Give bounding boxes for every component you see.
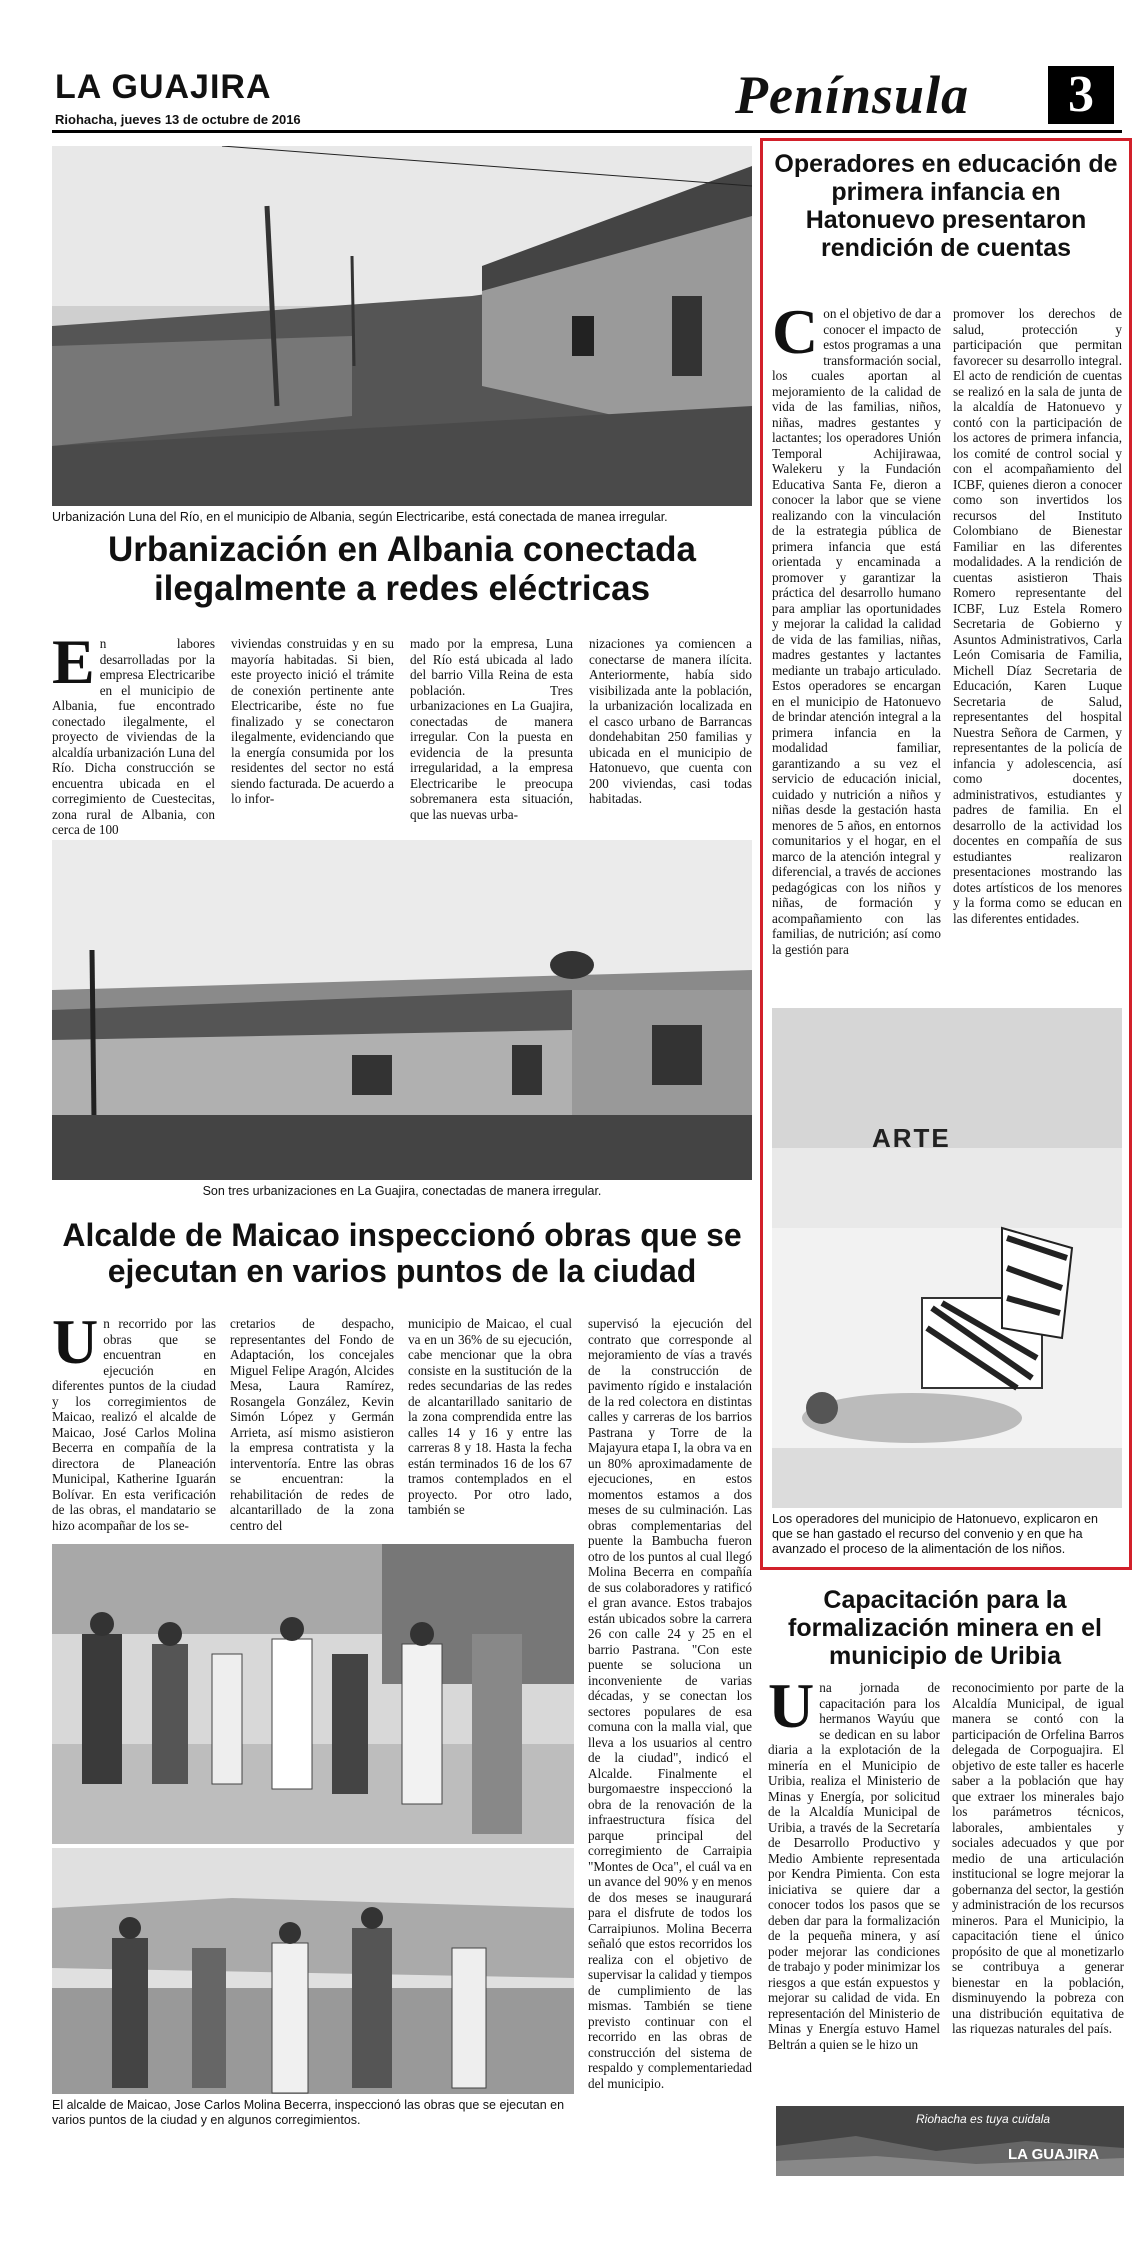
maicao-photo-caption: El alcalde de Maicao, Jose Carlos Molina Becerra, inspeccionó las obras que se ejecutan en varios puntos de la ciudad y en algunos corregimientos. xyxy=(52,2098,565,2127)
hatonuevo-body xyxy=(772,306,1122,1006)
article-column: municipio de Maicao, el cual va en un 36% de su ejecución, cabe mencionar que la obra consiste en la sustitución de la redes secundarias de las redes de alcantarillado sanitario de la zona comprendida entre las calles 14 y 16 y entre las carreras 8 y 18. Hasta la fecha están terminados 16 de los 67 tramos contemplados en el proyecto. Por otro lado, también se xyxy=(408,1316,572,1517)
article-column: reconocimiento por parte de la Alcaldía Municipal, de igual manera se contó con la participación de Orfelina Barros delegada de Corpoguajira. El objetivo de este taller es hacerle saber a la población que hay que extraer los minerales bajo los parámetros técnicos, laborales, ambientales y sociales adecuados y que por medio de una articulación institucional se logre mejorar la gobernanza del sector, la gestión y administración de los recursos mineros. Para el Municipio, la capacitación tiene el único propósito de que al monetizarlo se contribuya a generar bienestar en la población, disminuyendo la pobreza con una distribución equitativa de las riquezas naturales del país. xyxy=(952,1680,1124,2036)
article-column: Un recorrido por las obras que se encuentran en ejecución en diferentes puntos de la ciudad y los corregimientos de Maicao, realizó el alcalde de Maicao, José Carlos Molina Becerra en compañía de la directora de Planeación Municipal, Katherine Iguarán Bolívar. En esta verificación de las obras, el mandatario se hizo acompañar de los se- xyxy=(52,1316,216,1533)
issue-date: Riohacha, jueves 13 de octubre de 2016 xyxy=(55,112,301,127)
article-column: nizaciones ya comiencen a conectarse de manera ilícita. Anteriormente, había sido visibilizada ante la población, la urbanización localizada en el casco urbano de Barrancas dondehabitan 250 familias y ubicada en el municipio de Hatonuevo, que cuenta con 200 viviendas, casi todas habitadas. xyxy=(589,636,752,806)
riohacha-banner xyxy=(776,2106,1124,2176)
drop-cap: U xyxy=(52,1316,99,1377)
hatonuevo-photo-caption: Los operadores del municipio de Hatonuevo, explicaron en que se han gastado el recurso del convenio y en que ha avanzado el proceso de la alimentación de los niños. xyxy=(772,1512,1098,1556)
arte-sign: ARTE xyxy=(872,1123,951,1153)
article-column: viviendas construidas y en su mayoría habitadas. Si bien, este proyecto inició el trámite de conexión pertinente ante Electricaribe, éste no fue finalizado y se conectaron ilegalmente, evidenciando que la energía consumida por los residentes del sector no está siendo facturada. De acuerdo a lo infor- xyxy=(231,636,394,806)
drop-cap: C xyxy=(772,306,819,367)
article-column: En labores desarrolladas por la empresa Electricaribe en el municipio de Albania, fue encontrado conectado ilegalmente, el proyecto de viviendas de la alcaldía urbanización Luna del Río. Dicha construcción se encuentra ubicada en el corregimiento de Cuestecitas, zona rural de Albania, con cerca de 100 xyxy=(52,636,215,836)
uribia-body xyxy=(768,1680,1124,2100)
article-column: Una jornada de capacitación para los hermanos Wayúu que se dedican en su labor diaria a la explotación de la minería en el Municipio de Uribia, realiza el Ministerio de Minas y Energía, por solicitud de la Alcaldía Municipal de Uribia, a través de la Secretaría de Desarrollo Productivo y Medio Ambiente representada por Kendra Pimienta. Con esta iniciativa se quiere dar a conocer todos los pasos que se deben dar para la formalización de la pequeña minera, y así poder mejorar las condiciones de trabajo y poder minimizar los riesgos a que están expuestos y mejorar su calidad de vida. En representación del Ministerio de Minas y Energía estuvo Hamel Beltrán a quien se le hizo un xyxy=(768,1680,940,2052)
maicao-body-top xyxy=(52,1316,572,1538)
section-name: Península xyxy=(735,65,970,125)
article-column: promover los derechos de salud, protección y participación que permitan favorecer su desarrollo integral. El acto de rendición de cuentas se realizó en la sala de junta de la alcaldía de Hatonuevo y contó con la participación de los actores de primera infancia, los comité de control social y con el acompañamiento del ICBF, quienes dieron a conocer como son invertidos los recursos del Instituto Colombiano de Bienestar Familiar en las diferentes modalidades. A la rendición de cuentas asistieron Thais Romero representante del ICBF, Luz Estela Romero Secretaria de Gobierno y Asuntos Administrativos, Carla León Comisaria de Familia, Michell Díaz Secretaria de Educación, Karen Luque Secretaria de Salud, representantes del hospital Nuestra Señora de Carmen, y representantes de la policía de infancia y adolescencia, así como docentes, administrativos, estudiantes y padres de familia. En el desarrollo de la actividad los docentes en compañía de sus estudiantes realizaron presentaciones mostrando las dotes artísticos de los menores y la forma como se educan en las diferentes entidades. xyxy=(953,306,1122,926)
masthead-rule xyxy=(52,130,1122,133)
maicao-photo-top xyxy=(52,1544,574,1844)
uribia-headline: Capacitación para la formalización minera en el municipio de Uribia xyxy=(788,1586,1102,1670)
urbanization-photo-caption: Son tres urbanizaciones en La Guajira, conectadas de manera irregular. xyxy=(202,1184,602,1198)
newspaper-title: LA GUAJIRA xyxy=(55,68,272,106)
albania-headline: Urbanización en Albania conectada ilegalmente a redes eléctricas xyxy=(107,530,696,609)
article-column: cretarios de despacho, representantes del Fondo de Adaptación, los concejales Miguel Felipe Aragón, Alcides Mesa, Laura Ramírez, Rosangela González, Kevin Simón López y Germán Arrieta, así mismo asistieron la empresa contratista y la interventoría. Entre las obras se encuentran: la rehabilitación de redes de alcantarillado de la zona centro del xyxy=(230,1316,394,1533)
maicao-headline: Alcalde de Maicao inspeccionó obras que se ejecutan en varios puntos de la ciudad xyxy=(62,1217,742,1289)
hatonuevo-photo xyxy=(772,1008,1122,1508)
drop-cap: U xyxy=(768,1680,815,1741)
banner-logo: LA GUAJIRA xyxy=(1008,2146,1100,2163)
drop-cap: E xyxy=(52,636,95,697)
albania-photo-caption: Urbanización Luna del Río, en el municipio de Albania, según Electricaribe, está conectada de manea irregular. xyxy=(52,510,668,524)
article-column: Con el objetivo de dar a conocer el impacto de estos programas a una transformación social, los cuales aportan al mejoramiento de la calidad de vida de las familias, niños, niñas, madres gestantes y lactantes; los operadores Unión Temporal Achijirawaa, Walekeru y la Fundación Educativa Santa Fe, dieron a conocer la labor que se viene realizando con la vinculación de la estrategia pública de primera infancia que está orientada y encaminada a promover y garantizar la práctica del desarrollo humano para ampliar las oportunidades y mejorar la calidad la calidad de vida de las familias, niñas, madres gestantes y lactantes mediante un trabajo articulado. Estos operadores se encargan en el municipio de Hatonuevo de brindar atención integral a la primera infancia en la modalidad familiar, garantizando a su vez el servicio de educación inicial, cuidado y nutrición a niños y niñas desde la gestación hasta menores de 5 años, en entornos comunitarios y el hogar, en el marco de la atención integral y diferencial, a través de acciones pedagógicas con los niños y niñas, de formación y acompañamiento con las familias, de nutrición; así como la gestión para xyxy=(772,306,941,957)
urbanization-photo xyxy=(52,840,752,1180)
maicao-photo-bottom xyxy=(52,1848,574,2094)
banner-slogan: Riohacha es tuya cuidala xyxy=(916,2112,1051,2126)
albania-body xyxy=(52,636,752,836)
page-number: 3 xyxy=(1048,66,1114,124)
maicao-column-right: supervisó la ejecución del contrato que corresponde al mejoramiento de vías a través de la construcción de pavimento rígido e instalación de la red colectora en distintas calles y carreras de los barrios Pastrana y Torre de la Majayura etapa I, la obra va en un 80% aproximadamente de ejecuciones, en estos momentos estamos a dos meses de su culminación. Las obras complementarias del puente la Bambucha fueron otro de los puntos al cual llegó Molina Becerra en compañía de sus colaboradores y ratificó el gran avance. Estos trabajos están ubicados sobre la carrera 26 con calle 24 y 25 en el barrio Pastrana. "Con este puente se soluciona un inconveniente de varias décadas, y se conectan los sectores populares de esa comuna con la malla vial, que lleva a los usuarios al centro de la ciudad", indicó el Alcalde. Finalmente el burgomaestre inspeccionó la obra de la renovación de la infraestructura física del parque principal del corregimiento de Carraipia "Montes de Oca", el cuál va en un avance del 90% y en menos de dos meses se inaugurará para el disfrute de todos los Carraipiunos. Molina Becerra señaló que estos recorridos los realiza con el objetivo de supervisar la calidad y tiempos de cumplimiento de las mismas. También se tiene previsto continuar con el recorrido en las obras de construcción del sistema de respaldo y complementariedad del municipio. xyxy=(588,1316,752,2091)
albania-photo xyxy=(52,146,752,506)
hatonuevo-headline: Operadores en educación de primera infancia en Hatonuevo presentaron rendición de cuentas xyxy=(774,150,1118,262)
article-column: mado por la empresa, Luna del Río está ubicada al lado del barrio Villa Reina de esta población. Tres urbanizaciones en La Guajira, conectadas de manera irregular. Con la puesta en evidencia de la presunta irregularidad, a la empresa Electricaribe le preocupa sobremanera esta situación, que las nuevas urba- xyxy=(410,636,573,822)
